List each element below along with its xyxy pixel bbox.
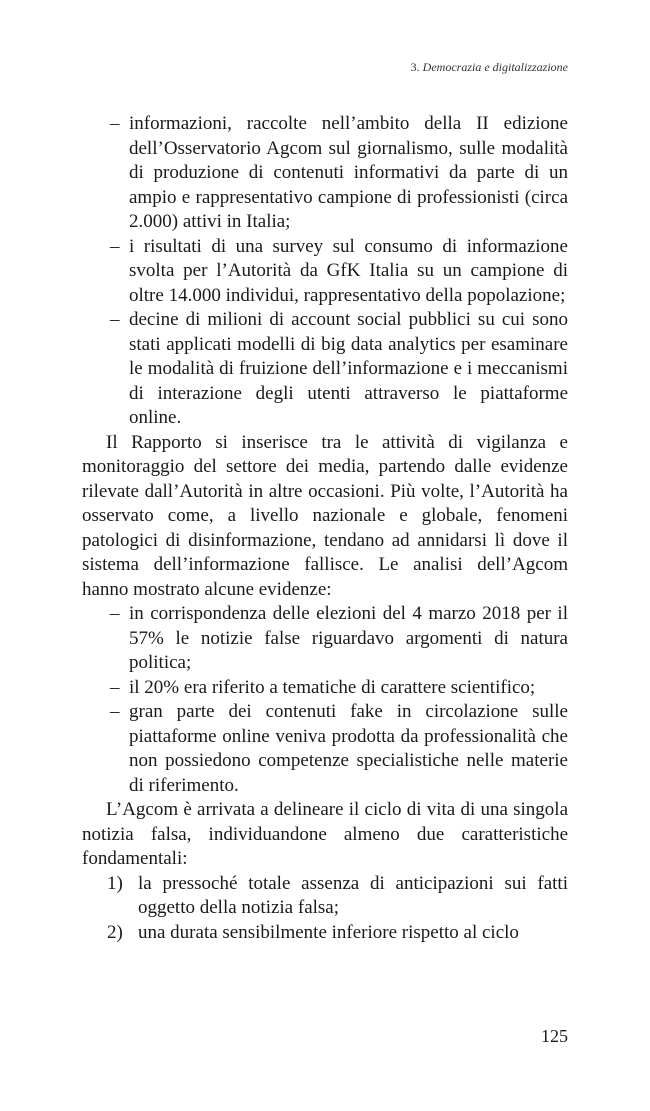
list-item [82,700,568,798]
numbered-item [82,921,568,946]
numbered-item-text: la pressoché totale assenza di anticipazioni sui fatti oggetto della notizia falsa; [138,872,568,918]
chapter-title: Democrazia e digitalizzazione [422,60,568,74]
paragraph-rapporto: Il Rapporto si inserisce tra le attività di vigilanza e monitoraggio del settore dei media, partendo dalle evidenze rilevate dall’Autorità in altre occasioni. Più volte, l’Autorità ha osservato come, a livello nazionale e globale, fenomeni patologici di disinformazione, tendano ad annidarsi lì dove il sistema dell’informazione fallisce. Le analisi dell’Agcom hanno mostrato alcune evidenze: [82,431,568,600]
numbered-item-text: una durata sensibilmente inferiore rispetto al ciclo [138,921,519,943]
evidence-list [82,602,568,798]
list-item [82,602,568,676]
list-item-text: informazioni, raccolte nell’ambito della II edizione dell’Osservatorio Agcom sul giornalismo, sulle modalità di produzione di contenuti informativi da parte di un ampio e rappresentativo campione di professionisti (circa 2.000) attivi in Italia; [129,113,568,232]
dash-marker: – [110,235,120,257]
dash-marker: – [110,603,120,624]
number-marker: 2) [107,921,123,943]
list-item [82,676,568,701]
characteristics-list [82,872,568,946]
dash-marker: – [110,113,120,134]
running-head [411,60,568,75]
numbered-item [82,872,568,921]
dash-marker: – [110,309,120,330]
number-marker: 1) [107,872,123,894]
dash-marker: – [110,701,120,722]
dash-marker: – [110,676,120,698]
list-item-text: il 20% era riferito a tematiche di carattere scientifico; [129,676,536,698]
list-item-text: decine di milioni di account social pubblici su cui sono stati applicati modelli di big data analytics per esaminare le modalità di fruizione dell’informazione e i meccanismi di interazione degli utenti attraverso le piattaforme online. [129,309,568,428]
list-item-text: gran parte dei contenuti fake in circolazione sulle piattaforme online veniva prodotta da professionalità che non possiedono competenze specialistiche nelle materie di riferimento. [129,701,568,796]
page-body [82,112,568,945]
list-item [82,235,568,309]
paragraph-ciclo-di-vita: L’Agcom è arrivata a delineare il ciclo di vita di una singola notizia falsa, individuandone almeno due caratteristiche fondamentali: [82,799,568,869]
page-number: 125 [541,1026,568,1046]
list-item-text: i risultati di una survey sul consumo di informazione svolta per l’Autorità da GfK Italia su un campione di oltre 14.000 individui, rappresentativo della popolazione; [129,235,568,306]
list-item-text: in corrispondenza delle elezioni del 4 marzo 2018 per il 57% le notizie false riguardavo argomenti di natura politica; [129,603,568,673]
list-item [82,112,568,235]
chapter-number: 3. [410,60,420,74]
list-item [82,308,568,431]
sources-list [82,112,568,431]
